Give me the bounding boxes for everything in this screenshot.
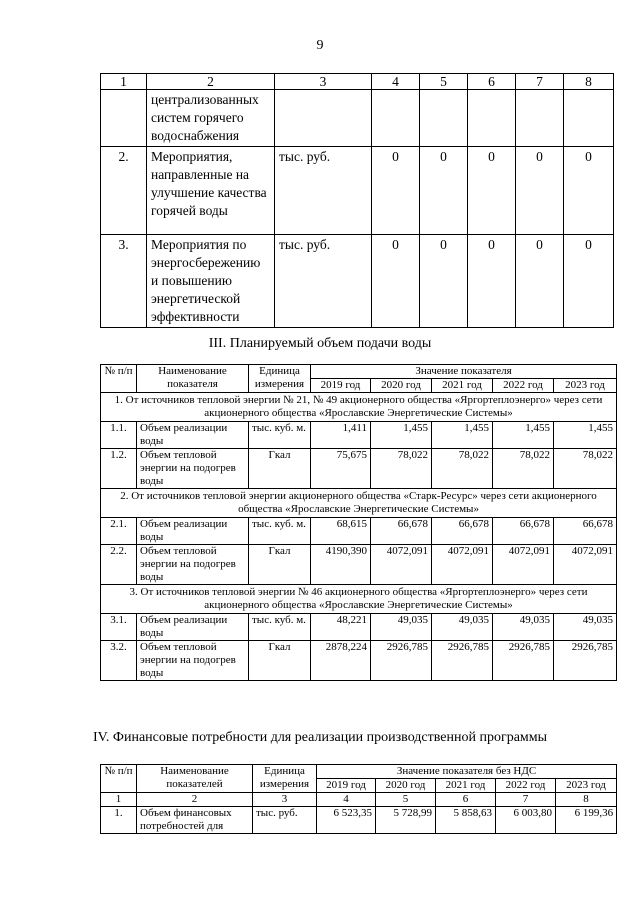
row-value: 78,022 [371,449,432,489]
row-value: 66,678 [432,518,493,545]
column-number: 1 [101,74,147,90]
row-value: 0 [516,235,564,328]
row-name: централизованных систем горячего водоснабжения [147,90,275,147]
row-number [101,90,147,147]
header-year: 2019 год [317,779,376,793]
header-unit: Единица измерения [249,365,311,393]
row-unit: тыс. руб. [253,807,317,834]
row-value: 49,035 [493,614,554,641]
row-name: Мероприятия, направленные на улучшение качества горячей воды [147,147,275,235]
header-year: 2021 год [432,379,493,393]
row-number: 2.2. [101,545,137,585]
row-value: 49,035 [554,614,617,641]
row-value: 2926,785 [554,641,617,681]
header-year: 2019 год [311,379,371,393]
group-title: 1. От источников тепловой энергии № 21, № 49 акционерного общества «Яргортеплоэнерго» через сети акционерного общества «Ярославские Энергетические Системы» [101,393,617,422]
row-value: 4072,091 [554,545,617,585]
row-value: 0 [420,235,468,328]
row-unit: Гкал [249,641,311,681]
row-unit [275,90,372,147]
header-value: Значение показателя [311,365,617,379]
row-name: Объем тепловой энергии на подогрев воды [137,545,249,585]
table-row [101,641,617,681]
row-name: Объем тепловой энергии на подогрев воды [137,641,249,681]
row-value: 1,455 [554,422,617,449]
header-number: № п/п [101,365,137,393]
column-number: 4 [317,793,376,807]
row-value: 4072,091 [432,545,493,585]
column-number: 7 [516,74,564,90]
header-year: 2023 год [554,379,617,393]
row-value: 4190,390 [311,545,371,585]
row-number: 3.1. [101,614,137,641]
row-number: 2.1. [101,518,137,545]
table-row [101,518,617,545]
header-year: 2020 год [371,379,432,393]
column-number-row [101,74,614,90]
header-unit: Единица измерения [253,765,317,793]
table-row [101,90,614,147]
row-unit: тыс. руб. [275,235,372,328]
column-number: 6 [468,74,516,90]
row-value: 66,678 [371,518,432,545]
row-value [516,90,564,147]
row-unit: тыс. куб. м. [249,518,311,545]
row-value: 5 858,63 [436,807,496,834]
row-name: Объем реализации воды [137,518,249,545]
table-row [101,235,614,328]
row-value: 0 [564,147,614,235]
row-value: 6 003,80 [496,807,556,834]
row-value: 2878,224 [311,641,371,681]
group-row [101,489,617,518]
row-value: 1,455 [493,422,554,449]
row-value: 2926,785 [371,641,432,681]
row-value: 49,035 [432,614,493,641]
header-year: 2020 год [376,779,436,793]
column-number: 6 [436,793,496,807]
row-number: 1. [101,807,137,834]
row-number: 3.2. [101,641,137,681]
header-year: 2022 год [493,379,554,393]
row-value: 6 523,35 [317,807,376,834]
row-value: 48,221 [311,614,371,641]
header-row [101,365,617,379]
header-name: Наименование показателя [137,365,249,393]
column-number: 8 [556,793,617,807]
row-value: 5 728,99 [376,807,436,834]
column-number: 5 [420,74,468,90]
group-title: 2. От источников тепловой энергии акционерного общества «Старк-Ресурс» через сети акционерного общества «Ярославские Энергетические Системы» [101,489,617,518]
header-year: 2022 год [496,779,556,793]
column-number: 5 [376,793,436,807]
table-row [101,147,614,235]
section-title-water-supply: III. Планируемый объем подачи воды [208,336,432,351]
row-value: 4072,091 [493,545,554,585]
column-number: 4 [372,74,420,90]
group-row [101,393,617,422]
row-value: 0 [372,235,420,328]
column-number: 3 [253,793,317,807]
group-title: 3. От источников тепловой энергии № 46 акционерного общества «Яргортеплоэнерго» через сети акционерного общества «Ярославские Энергетические Системы» [101,585,617,614]
row-value: 75,675 [311,449,371,489]
row-number: 2. [101,147,147,235]
row-value: 78,022 [554,449,617,489]
row-value [420,90,468,147]
row-value: 6 199,36 [556,807,617,834]
row-value: 0 [468,235,516,328]
row-value: 78,022 [432,449,493,489]
row-value: 49,035 [371,614,432,641]
column-number: 3 [275,74,372,90]
row-value: 68,615 [311,518,371,545]
row-value: 1,455 [432,422,493,449]
column-number-row [101,793,617,807]
header-year: 2023 год [556,779,617,793]
row-value: 66,678 [493,518,554,545]
row-value: 1,411 [311,422,371,449]
row-value: 2926,785 [432,641,493,681]
row-value: 0 [420,147,468,235]
row-number: 3. [101,235,147,328]
row-unit: тыс. руб. [275,147,372,235]
row-name: Объем финансовых потребностей для [137,807,253,834]
row-value: 1,455 [371,422,432,449]
header-name: Наименование показателей [137,765,253,793]
table-row [101,807,617,834]
row-value [468,90,516,147]
column-number: 8 [564,74,614,90]
water-supply-table [100,364,617,681]
header-value: Значение показателя без НДС [317,765,617,779]
row-value: 0 [372,147,420,235]
financial-needs-table [100,764,617,834]
section-title-financial-needs: IV. Финансовые потребности для реализации производственной программы [92,730,548,745]
row-name: Объем реализации воды [137,614,249,641]
row-value [372,90,420,147]
row-value: 78,022 [493,449,554,489]
row-name: Мероприятия по энергосбережению и повышению энергетической эффективности [147,235,275,328]
row-value: 0 [516,147,564,235]
page-number: 9 [316,38,324,53]
row-number: 1.2. [101,449,137,489]
row-unit: Гкал [249,449,311,489]
row-unit: тыс. куб. м. [249,422,311,449]
table-row [101,422,617,449]
table-row [101,449,617,489]
row-value [564,90,614,147]
table-row [101,545,617,585]
column-number: 2 [147,74,275,90]
measures-table [100,73,614,328]
column-number: 7 [496,793,556,807]
row-unit: Гкал [249,545,311,585]
column-number: 1 [101,793,137,807]
row-value: 0 [564,235,614,328]
row-value: 0 [468,147,516,235]
row-number: 1.1. [101,422,137,449]
header-row [101,765,617,779]
row-value: 2926,785 [493,641,554,681]
group-row [101,585,617,614]
row-name: Объем тепловой энергии на подогрев воды [137,449,249,489]
row-name: Объем реализации воды [137,422,249,449]
header-year: 2021 год [436,779,496,793]
row-unit: тыс. куб. м. [249,614,311,641]
row-value: 66,678 [554,518,617,545]
row-value: 4072,091 [371,545,432,585]
column-number: 2 [137,793,253,807]
table-row [101,614,617,641]
header-number: № п/п [101,765,137,793]
